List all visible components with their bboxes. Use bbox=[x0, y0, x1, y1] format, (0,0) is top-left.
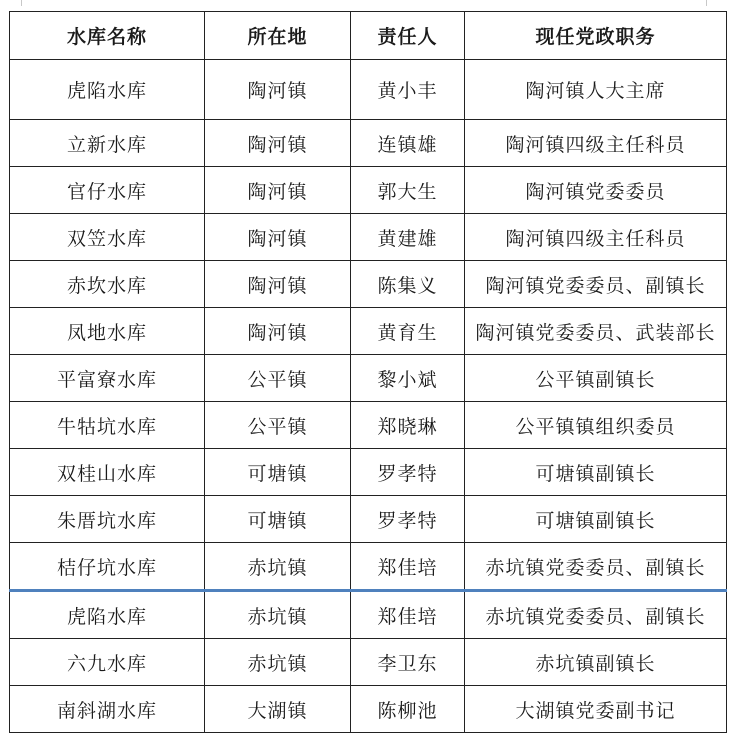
cell-current-position: 陶河镇四级主任科员 bbox=[465, 120, 727, 167]
cell-current-position: 大湖镇党委副书记 bbox=[465, 686, 727, 733]
cell-location: 陶河镇 bbox=[205, 214, 351, 261]
cell-current-position: 可塘镇副镇长 bbox=[465, 449, 727, 496]
cell-responsible-person: 陈集义 bbox=[351, 261, 465, 308]
cell-current-position: 公平镇镇组织委员 bbox=[465, 402, 727, 449]
page-edge-mark bbox=[21, 0, 22, 6]
cell-responsible-person: 郑佳培 bbox=[351, 591, 465, 639]
table-row bbox=[10, 686, 727, 733]
cell-location: 陶河镇 bbox=[205, 308, 351, 355]
cell-reservoir-name: 六九水库 bbox=[10, 639, 205, 686]
cell-responsible-person: 李卫东 bbox=[351, 639, 465, 686]
cell-reservoir-name: 南斜湖水库 bbox=[10, 686, 205, 733]
cell-location: 陶河镇 bbox=[205, 261, 351, 308]
cell-location: 陶河镇 bbox=[205, 167, 351, 214]
table-row bbox=[10, 449, 727, 496]
table-row bbox=[10, 120, 727, 167]
cell-reservoir-name: 双桂山水库 bbox=[10, 449, 205, 496]
cell-current-position: 陶河镇人大主席 bbox=[465, 60, 727, 120]
cell-reservoir-name: 平富寮水库 bbox=[10, 355, 205, 402]
cell-current-position: 赤坑镇党委委员、副镇长 bbox=[465, 543, 727, 591]
cell-current-position: 陶河镇党委委员 bbox=[465, 167, 727, 214]
cell-current-position: 公平镇副镇长 bbox=[465, 355, 727, 402]
table-row bbox=[10, 496, 727, 543]
cell-location: 赤坑镇 bbox=[205, 543, 351, 591]
cell-location: 大湖镇 bbox=[205, 686, 351, 733]
table-row bbox=[10, 355, 727, 402]
cell-current-position: 赤坑镇党委委员、副镇长 bbox=[465, 591, 727, 639]
page-edge-mark bbox=[706, 0, 707, 6]
table-row bbox=[10, 543, 727, 591]
cell-responsible-person: 黄育生 bbox=[351, 308, 465, 355]
cell-location: 公平镇 bbox=[205, 355, 351, 402]
cell-responsible-person: 陈柳池 bbox=[351, 686, 465, 733]
cell-reservoir-name: 虎陷水库 bbox=[10, 60, 205, 120]
page-top-edge bbox=[0, 0, 735, 6]
header-location: 所在地 bbox=[205, 12, 351, 60]
cell-current-position: 赤坑镇副镇长 bbox=[465, 639, 727, 686]
table-row bbox=[10, 639, 727, 686]
cell-location: 陶河镇 bbox=[205, 120, 351, 167]
cell-reservoir-name: 凤地水库 bbox=[10, 308, 205, 355]
cell-responsible-person: 郑佳培 bbox=[351, 543, 465, 591]
cell-responsible-person: 郭大生 bbox=[351, 167, 465, 214]
reservoir-responsibility-table bbox=[9, 11, 727, 733]
table-header-row bbox=[10, 12, 727, 60]
header-reservoir-name: 水库名称 bbox=[10, 12, 205, 60]
cell-reservoir-name: 朱厝坑水库 bbox=[10, 496, 205, 543]
cell-responsible-person: 郑晓琳 bbox=[351, 402, 465, 449]
cell-current-position: 陶河镇党委委员、副镇长 bbox=[465, 261, 727, 308]
cell-current-position: 陶河镇四级主任科员 bbox=[465, 214, 727, 261]
cell-responsible-person: 罗孝特 bbox=[351, 449, 465, 496]
table-row bbox=[10, 402, 727, 449]
cell-location: 公平镇 bbox=[205, 402, 351, 449]
table-row bbox=[10, 60, 727, 120]
cell-responsible-person: 罗孝特 bbox=[351, 496, 465, 543]
cell-reservoir-name: 赤坎水库 bbox=[10, 261, 205, 308]
header-current-position: 现任党政职务 bbox=[465, 12, 727, 60]
cell-reservoir-name: 虎陷水库 bbox=[10, 591, 205, 639]
cell-location: 陶河镇 bbox=[205, 60, 351, 120]
cell-location: 赤坑镇 bbox=[205, 591, 351, 639]
table-row bbox=[10, 308, 727, 355]
cell-reservoir-name: 立新水库 bbox=[10, 120, 205, 167]
cell-location: 可塘镇 bbox=[205, 449, 351, 496]
cell-current-position: 可塘镇副镇长 bbox=[465, 496, 727, 543]
cell-responsible-person: 黎小斌 bbox=[351, 355, 465, 402]
cell-responsible-person: 黄建雄 bbox=[351, 214, 465, 261]
cell-reservoir-name: 官仔水库 bbox=[10, 167, 205, 214]
table-row bbox=[10, 167, 727, 214]
cell-responsible-person: 连镇雄 bbox=[351, 120, 465, 167]
cell-reservoir-name: 桔仔坑水库 bbox=[10, 543, 205, 591]
table-row bbox=[10, 261, 727, 308]
cell-reservoir-name: 双笠水库 bbox=[10, 214, 205, 261]
cell-location: 可塘镇 bbox=[205, 496, 351, 543]
cell-responsible-person: 黄小丰 bbox=[351, 60, 465, 120]
table-row bbox=[10, 591, 727, 639]
cell-reservoir-name: 牛牯坑水库 bbox=[10, 402, 205, 449]
table-row bbox=[10, 214, 727, 261]
cell-location: 赤坑镇 bbox=[205, 639, 351, 686]
cell-current-position: 陶河镇党委委员、武装部长 bbox=[465, 308, 727, 355]
header-responsible-person: 责任人 bbox=[351, 12, 465, 60]
